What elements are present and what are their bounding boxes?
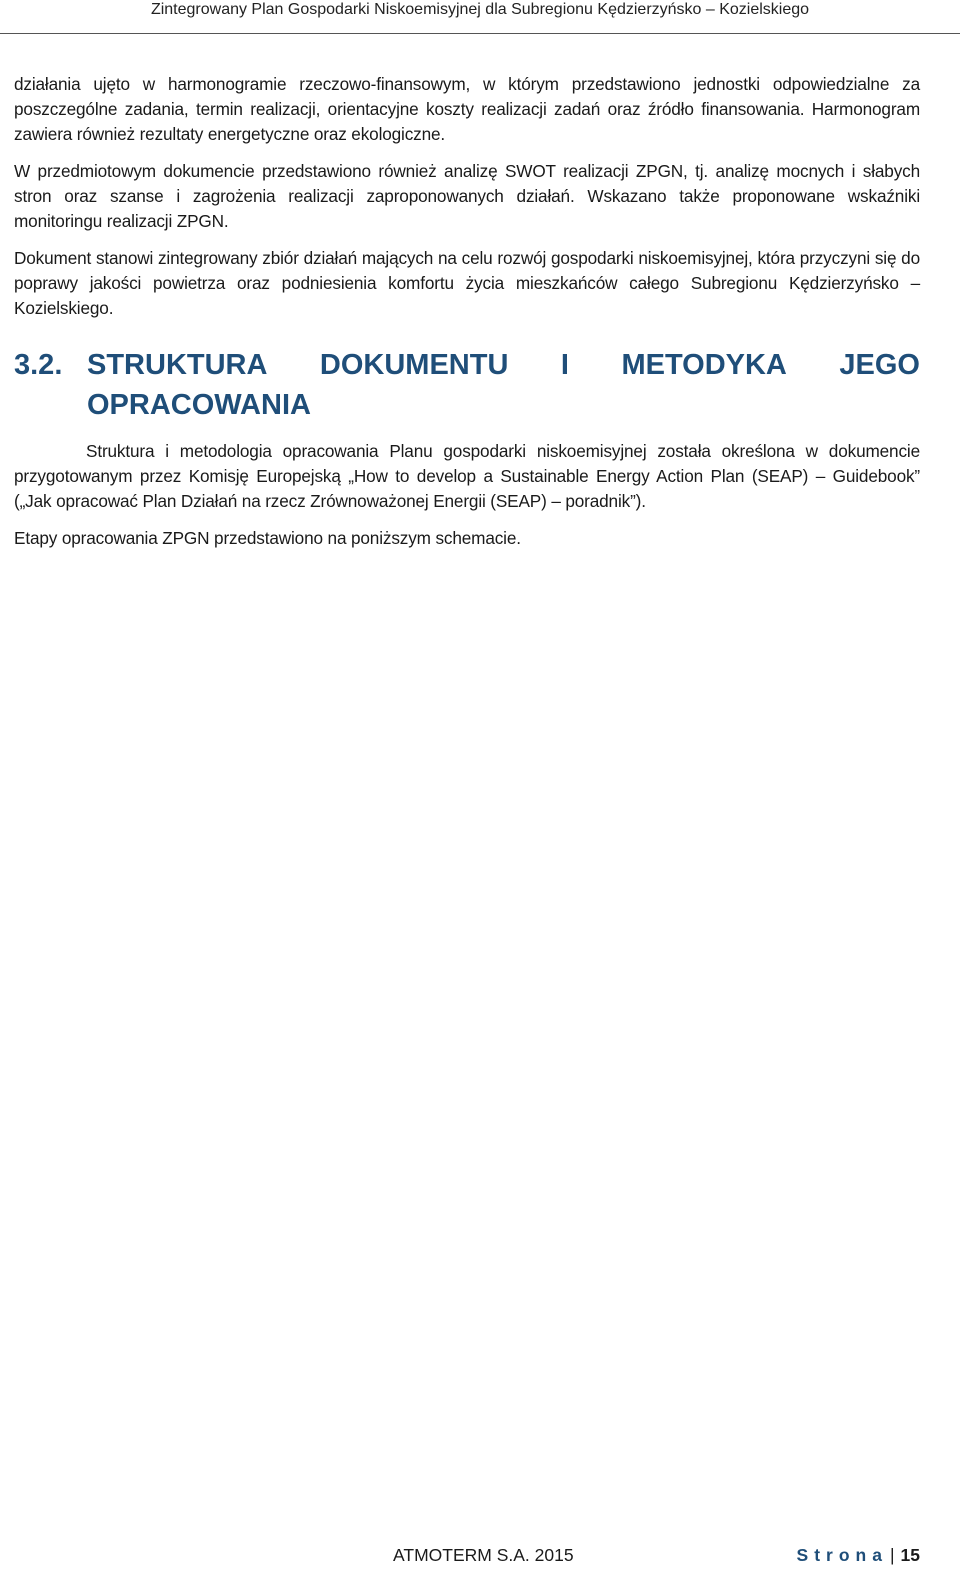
document-title: Zintegrowany Plan Gospodarki Niskoemisyjnej dla Subregionu Kędzierzyńsko – Kozielskiego <box>150 1 810 18</box>
paragraph-harmonogram: działania ujęto w harmonogramie rzeczowo-finansowym, w którym przedstawiono jednostki odpowiedzialne za poszczególne zadania, termin realizacji, orientacyjne koszty realizacji zadań oraz źródło finansowania. Harmonogram zawiera również rezultaty energetyczne oraz ekologiczne. <box>14 74 920 144</box>
footer-separator: | <box>889 1545 895 1565</box>
section-title-word: DOKUMENTU <box>319 349 509 381</box>
paragraph-struktura: Struktura i metodologia opracowania Planu gospodarki niskoemisyjnej została określona w dokumencie przygotowanym przez Komisję Europejską „How to develop a Sustainable Energy Action Plan (SEAP) – Guidebook” („Jak opracować Plan Działań na rzecz Zrównoważonej Energii (SEAP) – poradnik”). <box>14 441 920 511</box>
footer-page-label: Strona <box>796 1545 888 1565</box>
section-title <box>87 345 920 425</box>
paragraph-swot: W przedmiotowym dokumencie przedstawiono również analizę SWOT realizacji ZPGN, tj. analizę mocnych i słabych stron oraz szanse i zagrożenia realizacji zaproponowanych działań. Wskazano także proponowane wskaźniki monitoringu realizacji ZPGN. <box>14 161 920 231</box>
section-number: 3.2. <box>14 349 63 381</box>
footer-company: ATMOTERM S.A. 2015 <box>393 1545 574 1565</box>
section-title-word: JEGO <box>839 349 920 381</box>
section-title-word: STRUKTURA <box>87 349 268 381</box>
paragraph-etapy: Etapy opracowania ZPGN przedstawiono na poniższym schemacie. <box>14 528 521 548</box>
page-footer <box>0 1542 960 1570</box>
section-title-line-2: OPRACOWANIA <box>87 389 311 421</box>
section-title-line-1 <box>87 345 920 385</box>
page-content <box>14 72 920 563</box>
paragraph-dokument: Dokument stanowi zintegrowany zbiór działań mających na celu rozwój gospodarki niskoemisyjnej, która przyczyni się do poprawy jakości powietrza oraz podniesienia komfortu życia mieszkańców całego Subregionu Kędzierzyńsko – Kozielskiego. <box>14 248 920 318</box>
footer-page-indicator <box>797 1542 920 1568</box>
section-title-word: METODYKA <box>621 349 787 381</box>
section-title-word: I <box>560 349 569 381</box>
page-header <box>0 0 960 34</box>
footer-page-number: 15 <box>900 1545 920 1565</box>
section-heading <box>14 345 920 425</box>
